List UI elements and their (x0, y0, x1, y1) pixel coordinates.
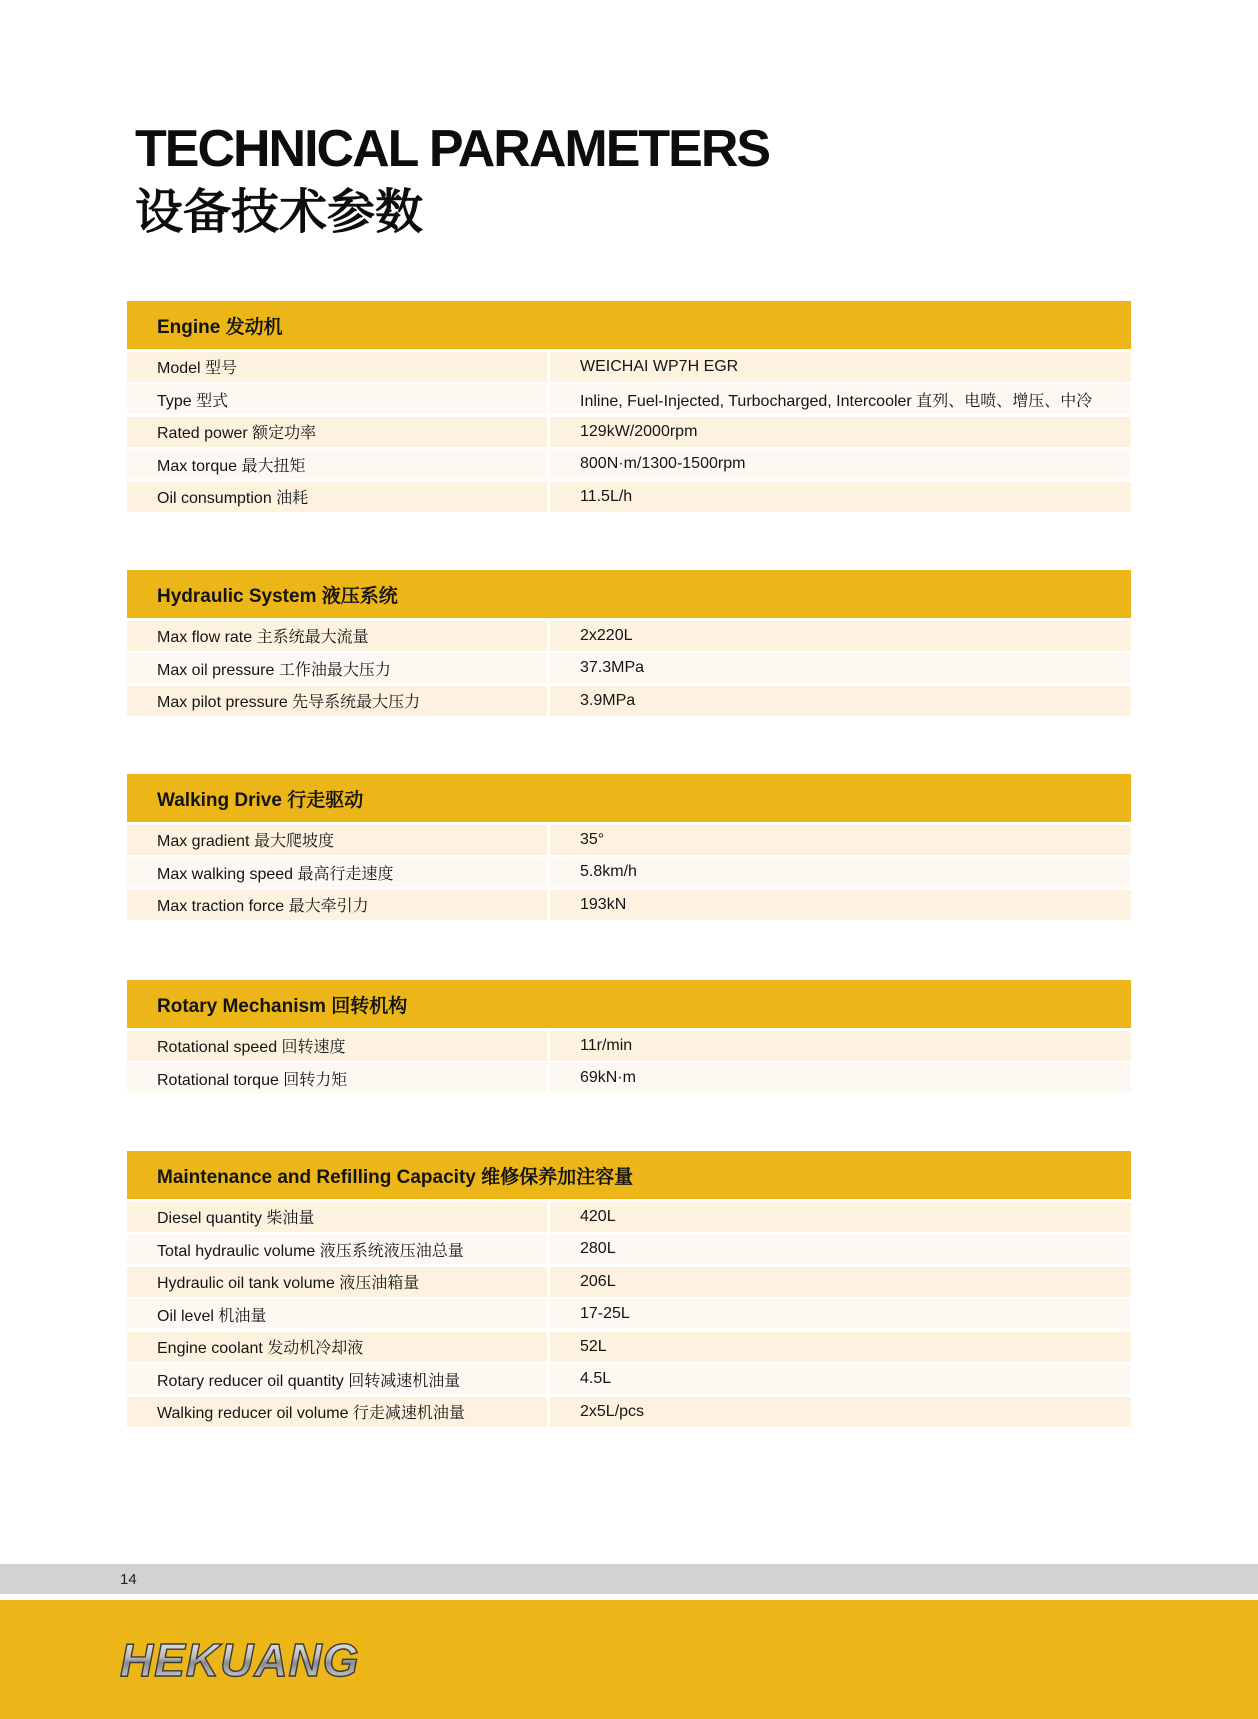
spec-row (127, 1234, 1131, 1264)
spec-row (127, 1397, 1131, 1427)
brand-logo-text: HEKUANG (120, 1636, 360, 1682)
spec-section (127, 980, 1131, 1093)
spec-value: 37.3MPa (550, 653, 1131, 683)
brand-logo-image (118, 1636, 398, 1682)
page-number: 14 (120, 1571, 137, 1588)
page-title: TECHNICAL PARAMETERS (135, 120, 770, 178)
spec-label: Oil level 机油量 (127, 1299, 547, 1329)
spec-label: Type 型式 (127, 384, 547, 414)
spec-value: 800N·m/1300-1500rpm (550, 449, 1131, 479)
spec-row (127, 890, 1131, 920)
spec-value: 35° (550, 825, 1131, 855)
spec-section (127, 301, 1131, 512)
spec-row (127, 1202, 1131, 1232)
spec-value: 3.9MPa (550, 686, 1131, 716)
spec-row (127, 1031, 1131, 1061)
spec-label: Engine coolant 发动机冷却液 (127, 1332, 547, 1362)
spec-label: Max flow rate 主系统最大流量 (127, 621, 547, 651)
spec-section (127, 1151, 1131, 1427)
spec-value: 280L (550, 1234, 1131, 1264)
spec-row (127, 1332, 1131, 1362)
spec-row (127, 449, 1131, 479)
section-header: Maintenance and Refilling Capacity 维修保养加注容量 (127, 1151, 1131, 1199)
brand-logo (118, 1636, 398, 1687)
page-title-block (135, 118, 769, 242)
spec-row (127, 621, 1131, 651)
spec-row (127, 825, 1131, 855)
spec-value: 2x5L/pcs (550, 1397, 1131, 1427)
spec-row (127, 686, 1131, 716)
spec-label: Rotational speed 回转速度 (127, 1031, 547, 1061)
spec-value: 69kN·m (550, 1063, 1131, 1093)
spec-label: Max oil pressure 工作油最大压力 (127, 653, 547, 683)
spec-value: Inline, Fuel-Injected, Turbocharged, Intercooler 直列、电喷、增压、中冷 (550, 384, 1131, 414)
spec-label: Max pilot pressure 先导系统最大压力 (127, 686, 547, 716)
spec-section (127, 774, 1131, 920)
spec-label: Rated power 额定功率 (127, 417, 547, 447)
spec-label: Diesel quantity 柴油量 (127, 1202, 547, 1232)
spec-value: 11.5L/h (550, 482, 1131, 512)
spec-row (127, 482, 1131, 512)
spec-label: Oil consumption 油耗 (127, 482, 547, 512)
spec-section (127, 570, 1131, 716)
footer-divider (0, 1564, 1258, 1594)
spec-value: 129kW/2000rpm (550, 417, 1131, 447)
spec-value: 420L (550, 1202, 1131, 1232)
spec-label: Hydraulic oil tank volume 液压油箱量 (127, 1267, 547, 1297)
spec-label: Model 型号 (127, 352, 547, 382)
spec-value: 17-25L (550, 1299, 1131, 1329)
spec-value: 4.5L (550, 1364, 1131, 1394)
spec-value: WEICHAI WP7H EGR (550, 352, 1131, 382)
spec-label: Total hydraulic volume 液压系统液压油总量 (127, 1234, 547, 1264)
section-header: Walking Drive 行走驱动 (127, 774, 1131, 822)
spec-row (127, 653, 1131, 683)
spec-label: Max walking speed 最高行走速度 (127, 857, 547, 887)
spec-label: Walking reducer oil volume 行走减速机油量 (127, 1397, 547, 1427)
spec-value: 2x220L (550, 621, 1131, 651)
spec-value: 52L (550, 1332, 1131, 1362)
spec-label: Max gradient 最大爬坡度 (127, 825, 547, 855)
spec-value: 193kN (550, 890, 1131, 920)
spec-row (127, 857, 1131, 887)
spec-row (127, 1364, 1131, 1394)
section-header: Rotary Mechanism 回转机构 (127, 980, 1131, 1028)
spec-row (127, 352, 1131, 382)
section-header: Engine 发动机 (127, 301, 1131, 349)
spec-row (127, 1063, 1131, 1093)
spec-value: 5.8km/h (550, 857, 1131, 887)
spec-label: Rotary reducer oil quantity 回转减速机油量 (127, 1364, 547, 1394)
spec-value: 11r/min (550, 1031, 1131, 1061)
section-header: Hydraulic System 液压系统 (127, 570, 1131, 618)
spec-label: Rotational torque 回转力矩 (127, 1063, 547, 1093)
page-subtitle: 设备技术参数 (135, 184, 424, 240)
spec-label: Max torque 最大扭矩 (127, 449, 547, 479)
spec-row (127, 384, 1131, 414)
spec-label: Max traction force 最大牵引力 (127, 890, 547, 920)
spec-row (127, 417, 1131, 447)
spec-row (127, 1299, 1131, 1329)
spec-row (127, 1267, 1131, 1297)
spec-value: 206L (550, 1267, 1131, 1297)
